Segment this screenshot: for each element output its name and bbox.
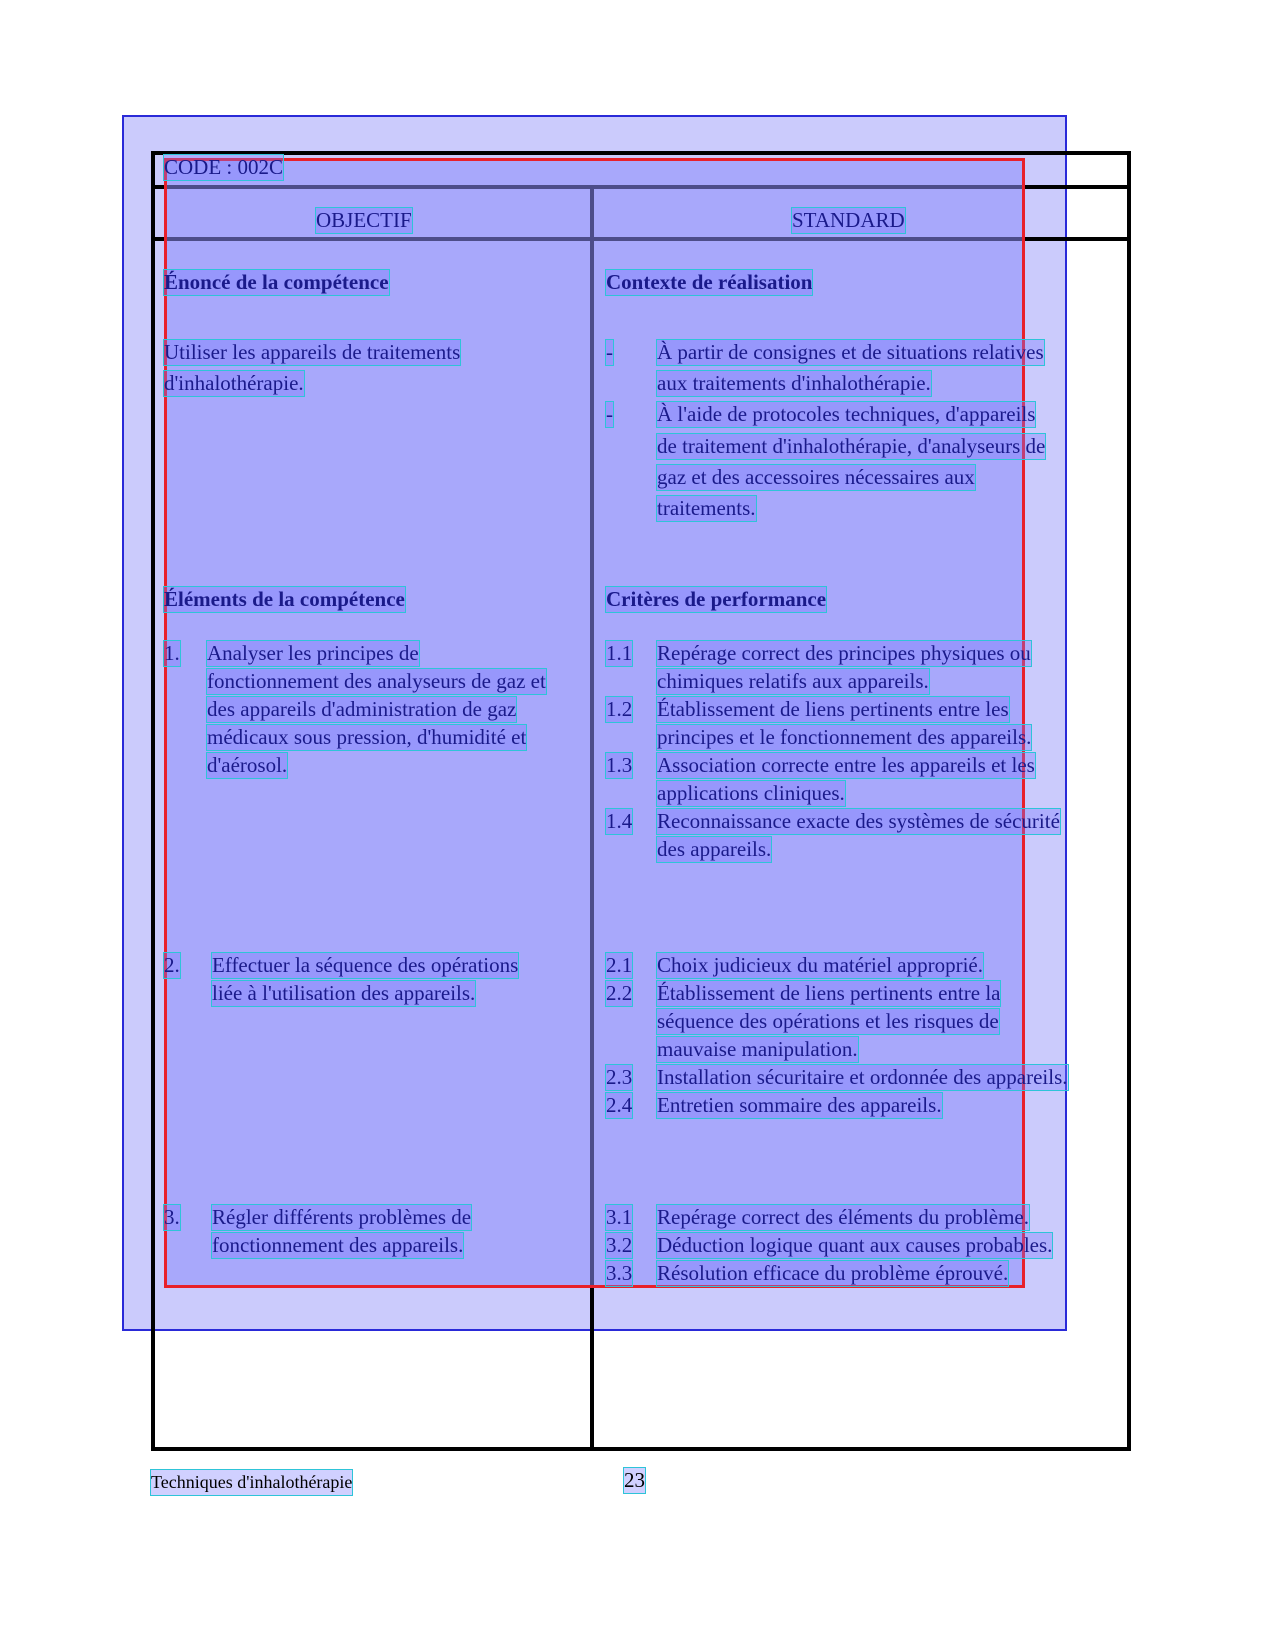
element-line: médicaux sous pression, d'humidité et [207,725,527,749]
critere-number: 1.4 [606,809,633,833]
critere-line: Association correcte entre les appareils et les [657,753,1035,777]
element-number: 1. [164,641,180,665]
contexte-bullet: - [606,402,613,426]
standard-header: STANDARD [792,208,905,232]
critere-line: Installation sécuritaire et ordonnée des appareils. [657,1065,1068,1089]
critere-number: 2.3 [606,1065,633,1089]
critere-line: Déduction logique quant aux causes probables. [657,1233,1053,1257]
page-number: 23 [624,1468,645,1492]
critere-line: Repérage correct des éléments du problème. [657,1205,1030,1229]
critere-line: applications cliniques. [657,781,845,805]
element-line: Effectuer la séquence des opérations [212,953,519,977]
critere-line: des appareils. [657,837,772,861]
critere-number: 2.2 [606,981,633,1005]
critere-line: mauvaise manipulation. [657,1037,858,1061]
enonce-line: d'inhalothérapie. [164,371,304,395]
critere-number: 3.3 [606,1261,633,1285]
code-label: CODE : 002C [164,155,284,179]
critere-line: Repérage correct des principes physiques ou [657,641,1031,665]
criteres-title: Critères de performance [606,587,827,611]
element-line: fonctionnement des appareils. [212,1233,464,1257]
contexte-line: À l'aide de protocoles techniques, d'appareils [657,402,1036,426]
enonce-title: Énoncé de la compétence [164,270,389,294]
critere-line: Entretien sommaire des appareils. [657,1093,942,1117]
contexte-bullet: - [606,340,613,364]
critere-number: 1.1 [606,641,633,665]
element-line: Régler différents problèmes de [212,1205,472,1229]
inner-overlay-region [164,158,1025,1288]
critere-line: principes et le fonctionnement des appareils. [657,725,1032,749]
critere-number: 1.2 [606,697,633,721]
critere-number: 2.1 [606,953,633,977]
contexte-line: aux traitements d'inhalothérapie. [657,371,931,395]
contexte-line: gaz et des accessoires nécessaires aux [657,465,975,489]
enonce-line: Utiliser les appareils de traitements [164,340,461,364]
critere-number: 2.4 [606,1093,633,1117]
critere-line: Choix judicieux du matériel approprié. [657,953,983,977]
critere-line: Résolution efficace du problème éprouvé. [657,1261,1009,1285]
element-line: des appareils d'administration de gaz [207,697,517,721]
element-line: d'aérosol. [207,753,288,777]
contexte-line: À partir de consignes et de situations relatives [657,340,1044,364]
critere-line: Établissement de liens pertinents entre les [657,697,1009,721]
critere-number: 3.1 [606,1205,633,1229]
critere-number: 1.3 [606,753,633,777]
footer-title: Techniques d'inhalothérapie [151,1470,352,1495]
element-line: Analyser les principes de [207,641,419,665]
element-line: liée à l'utilisation des appareils. [212,981,476,1005]
element-number: 3. [164,1205,180,1229]
critere-line: Établissement de liens pertinents entre la [657,981,1001,1005]
critere-number: 3.2 [606,1233,633,1257]
contexte-line: de traitement d'inhalothérapie, d'analyseurs de [657,434,1046,458]
element-line: fonctionnement des analyseurs de gaz et [207,669,546,693]
elements-title: Éléments de la compétence [164,587,405,611]
objectif-header: OBJECTIF [316,208,412,232]
critere-line: Reconnaissance exacte des systèmes de sécurité [657,809,1060,833]
contexte-title: Contexte de réalisation [606,270,813,294]
contexte-line: traitements. [657,496,756,520]
critere-line: séquence des opérations et les risques de [657,1009,999,1033]
element-number: 2. [164,953,180,977]
critere-line: chimiques relatifs aux appareils. [657,669,929,693]
